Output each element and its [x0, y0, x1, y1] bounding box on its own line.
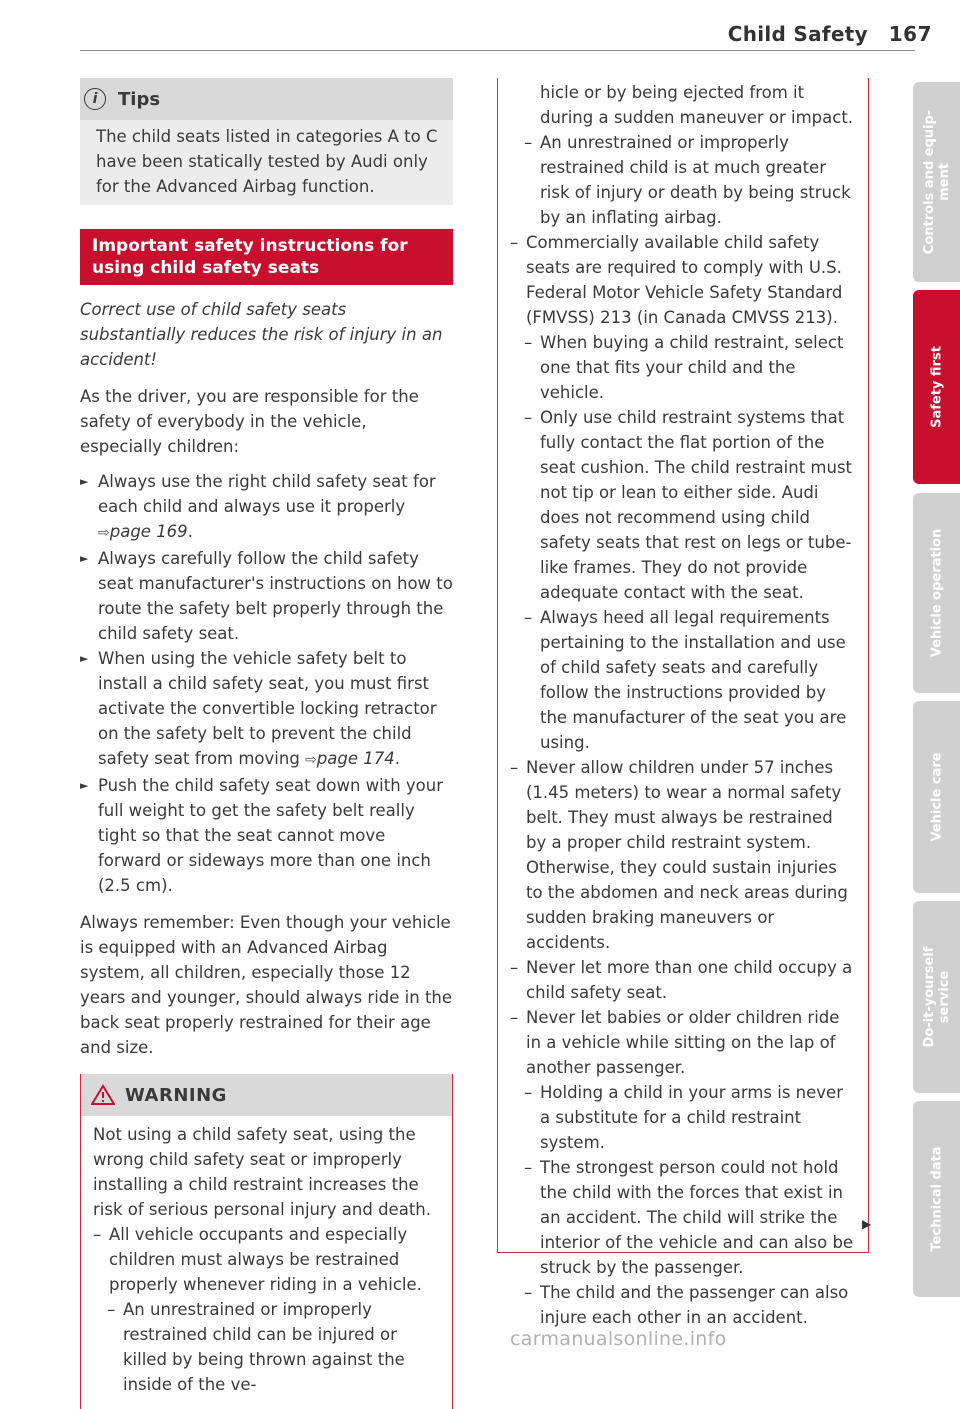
paragraph-driver-responsibility: As the driver, you are responsible for the safety of everybody in the vehicle, especially children: [80, 387, 419, 456]
arrow-right-icon: ⇨ [305, 752, 317, 768]
warning-item: – The child and the passenger can also injure each other in an accident. [524, 1283, 849, 1327]
warning-box-continued [497, 78, 872, 1327]
section-heading: Important safety instructions for using child safety seats [80, 229, 453, 285]
tips-text: The child seats listed in categories A to C have been statically tested by Audi only for the Advanced Airbag function. [80, 120, 453, 205]
bullet-arrow-icon: ► [80, 475, 89, 488]
instruction-list [80, 469, 453, 898]
section-intro: Correct use of child safety seats substantially reduces the risk of injury in an accident! [80, 300, 443, 369]
warning-item: – When buying a child restraint, select one that fits your child and the vehicle. [524, 333, 844, 402]
page-reference-link[interactable]: ⇨page 169 [98, 522, 188, 541]
warning-item: – Holding a child in your arms is never a substitute for a child restraint system. [524, 1083, 843, 1152]
warning-item: – Never allow children under 57 inches (1.45 meters) to wear a normal safety belt. They must always be restrained by a proper child restraint system. Otherwise, they could sustain injuries to the abdomen and neck areas during sudden braking maneuvers or accidents. [510, 758, 848, 952]
running-header-title: Child Safety [727, 22, 868, 46]
page-reference-link[interactable]: ⇨page 174 [305, 749, 395, 768]
tab-technical-data[interactable] [913, 1101, 960, 1297]
tips-box [80, 78, 453, 205]
tab-label: Controls and equip- ment [921, 109, 952, 255]
page-number: 167 [888, 22, 932, 46]
warning-box [80, 1074, 453, 1409]
paragraph-always-remember: Always remember: Even though your vehicle is equipped with an Advanced Airbag system, all children, especially those 12 years and younger, should always ride in the back seat properly restrained for their age and size. [80, 913, 453, 1057]
warning-item: – An unrestrained or improperly restrained child can be injured or killed by being thrown against the inside of the ve- [107, 1300, 405, 1394]
info-circle-icon: i [84, 88, 106, 110]
watermark: carmanualsonline.info [510, 1328, 727, 1350]
tab-label: Vehicle operation [929, 528, 944, 658]
warning-item-continuation: hicle or by being ejected from it during a sudden maneuver or impact. [540, 83, 854, 127]
list-item: ► Always use the right child safety seat for each child and always use it properly ⇨page 169. [80, 469, 453, 546]
warning-continued-body [498, 78, 868, 1330]
list-item: ► Always carefully follow the child safety seat manufacturer's instructions on how to route the safety belt properly through the child safety seat. [80, 546, 453, 646]
tab-vehicle-operation[interactable] [913, 493, 960, 693]
tab-label: Vehicle care [929, 752, 944, 842]
tab-safety-first[interactable] [913, 290, 960, 484]
warning-item: – Commercially available child safety seats are required to comply with U.S. Federal Motor Vehicle Safety Standard (FMVSS) 213 (in Canada CMVSS 213). [510, 233, 843, 327]
list-item: ► Push the child safety seat down with your full weight to get the safety belt really tight so that the seat cannot move forward or sideways more than one inch (2.5 cm). [80, 773, 453, 898]
warning-item: – An unrestrained or improperly restrained child is at much greater risk of injury or death by being struck by an inflating airbag. [524, 133, 851, 227]
left-column [80, 78, 453, 1409]
bullet-arrow-icon: ► [80, 652, 89, 665]
header-rule [80, 50, 915, 51]
warning-item: – All vehicle occupants and especially children must always be restrained properly whenever riding in a vehicle. [93, 1225, 422, 1294]
tab-vehicle-care[interactable] [913, 701, 960, 893]
tab-label: Technical data [929, 1146, 944, 1252]
warning-body [81, 1116, 452, 1409]
warning-item: – Never let babies or older children ride in a vehicle while sitting on the lap of another passenger. [510, 1008, 840, 1077]
warning-item: – Never let more than one child occupy a child safety seat. [510, 958, 853, 1002]
arrow-right-icon: ⇨ [98, 525, 110, 541]
tips-header [80, 78, 453, 120]
warning-header [81, 1074, 452, 1116]
warning-triangle-icon [91, 1084, 115, 1106]
tab-label: Do-it-yourself service [921, 946, 952, 1048]
tips-label: Tips [118, 88, 161, 110]
warning-label: WARNING [125, 1084, 227, 1106]
tab-do-it-yourself-service[interactable] [913, 901, 960, 1093]
list-item: ► When using the vehicle safety belt to install a child safety seat, you must first activate the convertible locking retractor on the safety belt to prevent the child safety seat from moving ⇨page 174. [80, 646, 453, 773]
warning-item: – The strongest person could not hold the child with the forces that exist in an accident. The child will strike the interior of the vehicle and can also be struck by the passenger. [524, 1158, 854, 1277]
continued-arrow-icon: ▶ [862, 1217, 872, 1231]
tab-controls-and-equipment[interactable] [913, 82, 960, 282]
warning-intro: Not using a child safety seat, using the wrong child safety seat or improperly installing a child restraint increases the risk of serious personal injury and death. [93, 1125, 431, 1219]
tab-label: Safety first [929, 346, 944, 428]
bullet-arrow-icon: ► [80, 779, 89, 792]
bullet-arrow-icon: ► [80, 552, 89, 565]
warning-item: – Always heed all legal requirements pertaining to the installation and use of child safety seats and carefully follow the instructions provided by the manufacturer of the seat you are using. [524, 608, 847, 752]
warning-item: – Only use child restraint systems that fully contact the flat portion of the seat cushion. The child restraint must not tip or lean to either side. Audi does not recommend using child safety seats that rest on legs or tube-like frames. They do not provide adequate contact with the seat. [524, 408, 853, 602]
